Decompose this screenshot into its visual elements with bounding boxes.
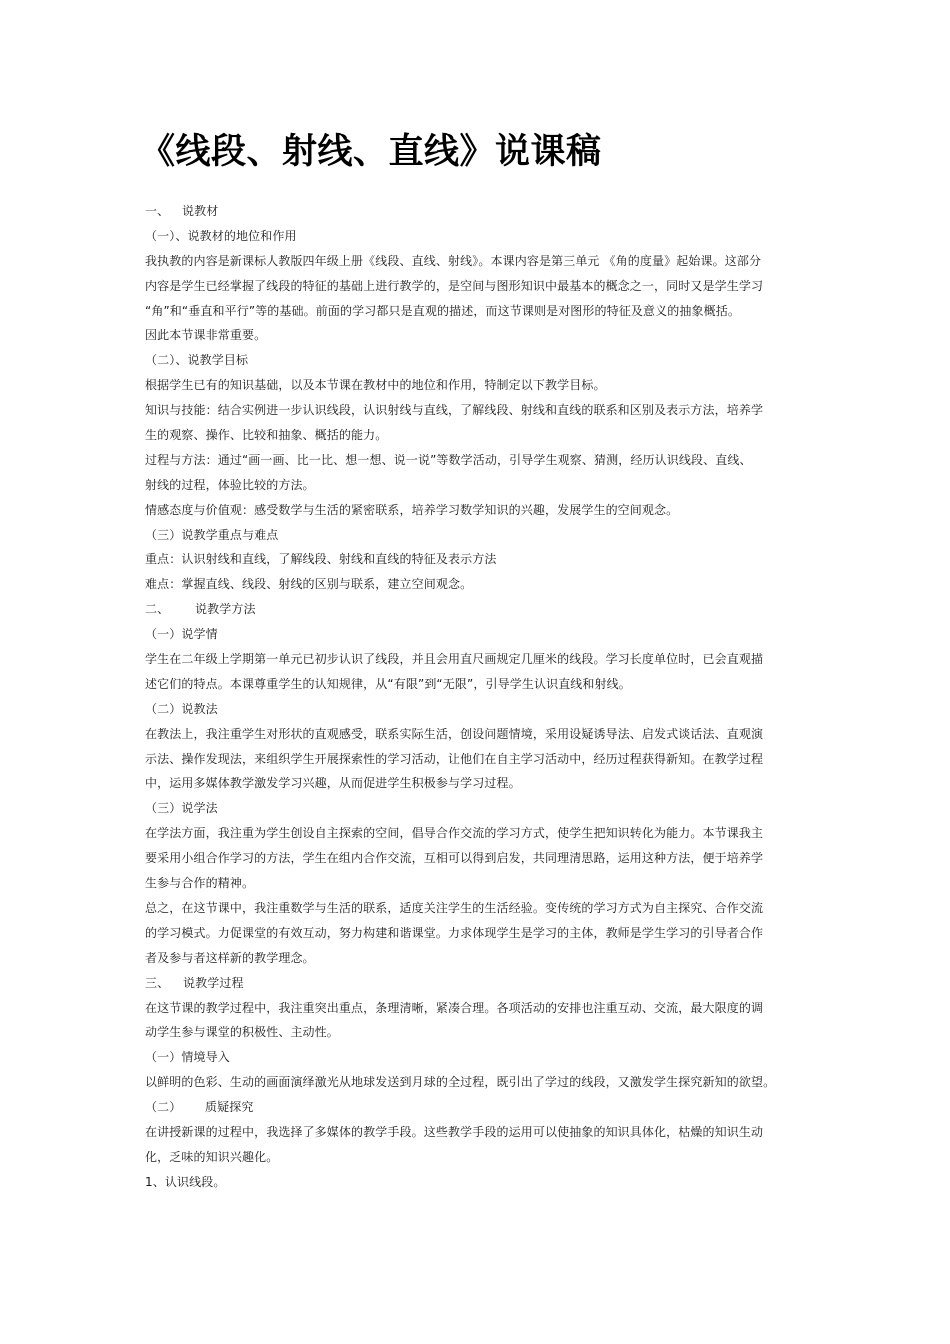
subsection-heading: （三）说学法: [145, 801, 218, 816]
section-heading: [145, 199, 809, 224]
section-title: 说教材: [182, 204, 219, 218]
section-number: 一、: [145, 204, 170, 218]
paragraph-line: 在学法方面，我注重为学生创设自主探索的空间，倡导合作交流的学习方式，使学生把知识转化为能力。本节课我主: [145, 826, 764, 841]
section-heading: [145, 971, 809, 996]
paragraph-line: 动学生参与课堂的积极性、主动性。: [145, 1025, 339, 1040]
subsection-title: 质疑探究: [205, 1100, 254, 1115]
paragraph-line: “角”和“垂直和平行”等的基础。前面的学习都只是直观的描述，而这节课则是对图形的特征及意义的抽象概括。: [145, 303, 740, 318]
paragraph-line: 我执教的内容是新课标人教版四年级上册《线段、直线、射线》。本课内容是第三单元 《角的度量》起始课。这部分: [145, 253, 762, 268]
paragraph-line: 在这节课的教学过程中，我注重突出重点，条理清晰，紧凑合理。各项活动的安排也注重互动、交流，最大限度的调: [145, 1000, 764, 1015]
paragraph-line: 重点：认识射线和直线，了解线段、射线和直线的特征及表示方法: [145, 552, 497, 567]
paragraph-line: 中，运用多媒体教学激发学习兴趣，从而促进学生积极参与学习过程。: [145, 776, 521, 791]
document-body: [145, 199, 809, 1195]
subsection-heading: （一）情境导入: [145, 1050, 230, 1065]
paragraph-line: 在讲授新课的过程中，我选择了多媒体的教学手段。这些教学手段的运用可以使抽象的知识具体化，枯燥的知识生动: [145, 1124, 764, 1139]
paragraph-line: 生参与合作的精神。: [145, 876, 255, 891]
paragraph-line: 生的观察、操作、比较和抽象、概括的能力。: [145, 428, 388, 443]
paragraph-line: 射线的过程，体验比较的方法。: [145, 477, 315, 492]
subsection-number: （二）: [145, 1100, 182, 1115]
paragraph-line: 示法、操作发现法，来组织学生开展探索性的学习活动，让他们在自主学习活动中，经历过程获得新知。在教学过程: [145, 751, 764, 766]
paragraph-line: 者及参与者这样新的教学理念。: [145, 950, 315, 965]
section-title: 说教学过程: [183, 975, 244, 990]
paragraph-line: 学生在二年级上学期第一单元已初步认识了线段，并且会用直尺画规定几厘米的线段。学习长度单位时，已会直观描: [145, 652, 764, 667]
paragraph-line: 化，乏味的知识兴趣化。: [145, 1149, 279, 1164]
section-heading: [145, 597, 809, 622]
subsection-heading: （一）、说教材的地位和作用: [145, 228, 297, 243]
subsection-heading: （二）说教法: [145, 701, 218, 716]
paragraph-line: 的学习模式。力促课堂的有效互动，努力构建和谐课堂。力求体现学生是学习的主体，教师是学生学习的引导者合作: [145, 925, 764, 940]
paragraph-line: 在教法上，我注重学生对形状的直观感受，联系实际生活，创设问题情境，采用设疑诱导法、启发式谈话法、直观演: [145, 726, 764, 741]
paragraph-line: 知识与技能：结合实例进一步认识线段，认识射线与直线，了解线段、射线和直线的联系和区别及表示方法，培养学: [145, 403, 764, 418]
section-number: 三、: [145, 975, 170, 990]
subsection-heading: [145, 1095, 809, 1120]
paragraph-line: 述它们的特点。本课尊重学生的认知规律，从“有限”到“无限”，引导学生认识直线和射线。: [145, 676, 631, 691]
subsection-heading: （三）说教学重点与难点: [145, 527, 279, 542]
paragraph-line: 总之，在这节课中，我注重数学与生活的联系，适度关注学生的生活经验。变传统的学习方式为自主探究、合作交流: [145, 900, 764, 915]
subsection-heading: （二）、说教学目标: [145, 353, 249, 368]
paragraph-line: 难点：掌握直线、线段、射线的区别与联系，建立空间观念。: [145, 577, 473, 592]
section-number: 二、: [145, 602, 170, 617]
paragraph-line: 过程与方法：通过“画一画、比一比、想一想、说一说”等数学活动，引导学生观察、猜测，经历认识线段、直线、: [145, 452, 752, 467]
paragraph-line: 情感态度与价值观：感受数学与生活的紧密联系，培养学习数学知识的兴趣，发展学生的空间观念。: [145, 502, 679, 517]
paragraph-line: 内容是学生已经掌握了线段的特征的基础上进行教学的，是空间与图形知识中最基本的概念之一，同时又是学生学习: [145, 278, 764, 293]
paragraph-line: 以鲜明的色彩、生动的画面演绎激光从地球发送到月球的全过程，既引出了学过的线段，又激发学生探究新知的欲望。: [145, 1075, 776, 1090]
paragraph-line: 要采用小组合作学习的方法，学生在组内合作交流，互相可以得到启发，共同理清思路，运用这种方法，便于培养学: [145, 851, 764, 866]
section-title: 说教学方法: [195, 602, 256, 617]
document-title: 《线段、射线、直线》说课稿: [140, 132, 602, 172]
subsection-heading: （一）说学情: [145, 627, 218, 642]
paragraph-line: 因此本节课非常重要。: [145, 328, 267, 343]
paragraph-line: 1、认识线段。: [145, 1174, 226, 1189]
paragraph-line: 根据学生已有的知识基础，以及本节课在教材中的地位和作用，特制定以下教学目标。: [145, 378, 606, 393]
